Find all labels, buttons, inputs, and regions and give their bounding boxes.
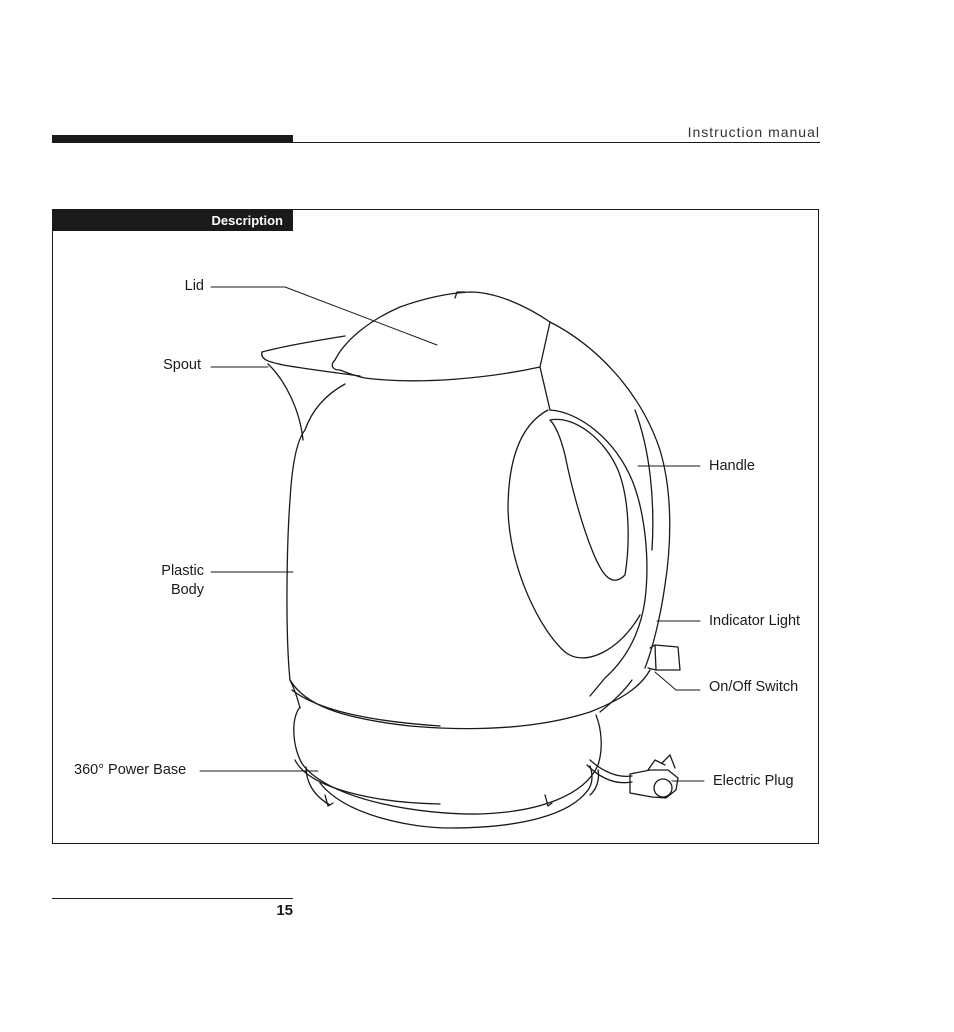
spout-label: Spout (163, 357, 201, 373)
footer-rule (52, 898, 293, 899)
header-title: Instruction manual (687, 124, 820, 140)
on-off-switch-label: On/Off Switch (709, 679, 799, 695)
switch-leader (655, 672, 700, 690)
page-number: 15 (276, 902, 293, 919)
kettle-handle (508, 322, 670, 696)
electric-plug-label: Electric Plug (713, 773, 794, 789)
on-off-switch (648, 645, 680, 670)
power-base-label: 360° Power Base (74, 762, 187, 778)
kettle-lid (332, 292, 550, 381)
handle-label: Handle (709, 458, 755, 474)
kettle-spout (262, 336, 360, 440)
indicator-light-label: Indicator Light (709, 613, 801, 629)
section-title: Description (211, 213, 283, 228)
lid-leader (211, 287, 437, 345)
lid-label: Lid (184, 278, 204, 294)
electric-plug (587, 755, 678, 798)
plastic-body-label: Plastic Body (161, 563, 204, 598)
power-base (294, 707, 601, 828)
kettle-body (287, 384, 650, 729)
